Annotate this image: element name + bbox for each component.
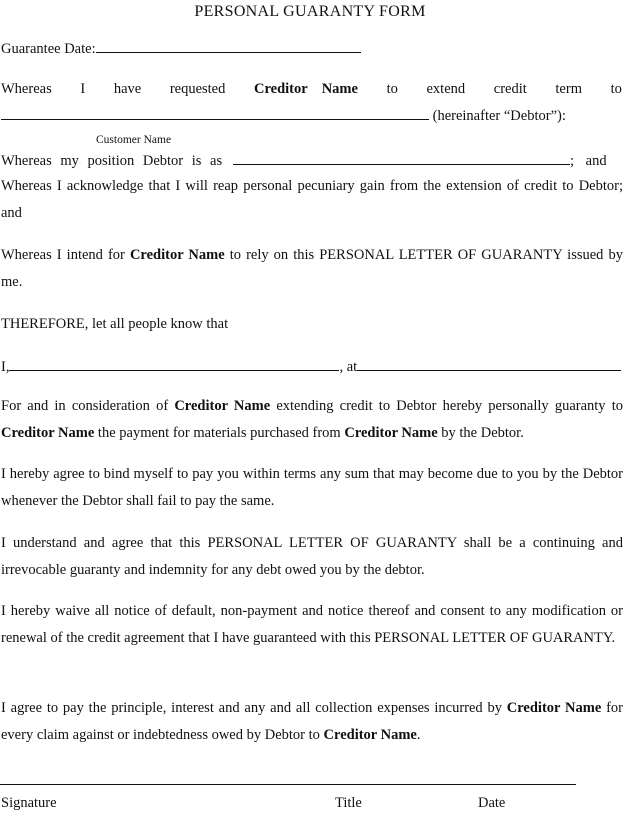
intend-text-rest: to rely on this PERSONAL LETTER OF GUARANTY issued by me.	[1, 247, 623, 290]
whereas-acknowledge-paragraph: Whereas I acknowledge that I will reap personal pecuniary gain from the extension of credit to Debtor; and	[1, 178, 623, 221]
whereas-position-row	[1, 150, 622, 171]
text: for every claim against or indebtedness owed by Debtor to	[1, 700, 623, 743]
title-label: Title	[335, 795, 362, 811]
whereas-word: to	[610, 81, 622, 97]
debtor-name-field[interactable]	[1, 105, 429, 120]
whereas-position-text: Whereas my position Debtor is as	[1, 153, 223, 169]
creditor-name: Creditor Name	[344, 425, 438, 441]
creditor-name: Creditor Name	[1, 425, 95, 441]
whereas-word: to	[386, 81, 398, 97]
bind-myself-paragraph: I hereby agree to bind myself to pay you within terms any sum that may become due to you by the Debtor whenever the Debtor shall fail to pay the same.	[1, 466, 623, 509]
at-label: , at	[339, 359, 358, 375]
creditor-name: Creditor Name	[323, 727, 417, 743]
signature-label: Signature	[1, 795, 57, 811]
debtor-position-field[interactable]	[233, 150, 570, 165]
text: .	[416, 727, 421, 743]
form-title: PERSONAL GUARANTY FORM	[194, 3, 426, 20]
consideration-paragraph	[1, 393, 623, 447]
guarantor-row	[1, 356, 622, 377]
continuing-guaranty-paragraph: I understand and agree that this PERSONAL LETTER OF GUARANTY shall be a continuing and irrevocable guaranty and indemnity for any debt owed you by the debtor.	[1, 535, 623, 578]
guarantee-date-field[interactable]	[96, 38, 361, 53]
hereinafter-debtor-text: (hereinafter “Debtor”):	[432, 108, 566, 124]
customer-name-caption: Customer Name	[96, 134, 172, 146]
whereas-word: Whereas	[1, 81, 52, 97]
creditor-name: Creditor Name	[129, 247, 225, 263]
guarantor-address-field[interactable]	[357, 356, 621, 371]
creditor-name: Creditor Name	[174, 398, 271, 414]
debtor-name-row	[1, 105, 622, 126]
creditor-name-word: Creditor	[254, 81, 308, 97]
guarantee-date-row	[1, 38, 622, 59]
date-label: Date	[478, 795, 506, 811]
text: I agree to pay the principle, interest and any and all collection expenses incurred by	[1, 700, 502, 716]
text: by the Debtor.	[441, 425, 524, 441]
whereas-word: term	[555, 81, 582, 97]
guarantor-name-field[interactable]	[9, 356, 339, 371]
whereas-word: I	[80, 81, 86, 97]
whereas-intend-paragraph	[1, 242, 623, 296]
signature-line[interactable]	[0, 784, 576, 785]
waive-notice-paragraph: I hereby waive all notice of default, non-payment and notice thereof and consent to any modification or renewal of the credit agreement that I have guaranteed with this PERSONAL LETTER OF GUARANTY.	[1, 603, 623, 646]
whereas-word: credit	[493, 81, 527, 97]
text: For and in consideration of	[1, 398, 169, 414]
collection-expenses-paragraph	[1, 695, 623, 749]
and-suffix: ; and	[570, 153, 607, 169]
creditor-name-word: Name	[321, 81, 358, 97]
therefore-text: THEREFORE, let all people know that	[1, 316, 229, 332]
whereas-request-row	[1, 79, 622, 99]
whereas-word: have	[113, 81, 142, 97]
guarantee-date-label: Guarantee Date:	[1, 41, 96, 57]
creditor-name: Creditor Name	[506, 700, 602, 716]
text: the payment for materials purchased from	[97, 425, 341, 441]
text: extending credit to Debtor hereby personally guaranty to	[276, 398, 623, 414]
i-label: I,	[1, 359, 10, 375]
whereas-word: requested	[169, 81, 226, 97]
intend-text: Whereas I intend for	[1, 247, 125, 263]
whereas-word: extend	[426, 81, 466, 97]
